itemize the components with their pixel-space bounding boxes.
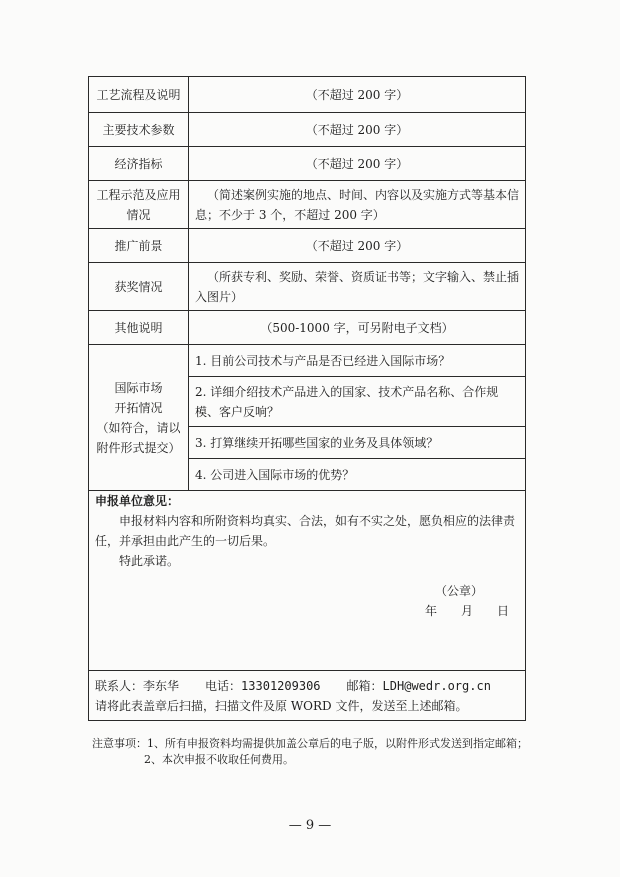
row-label: 推广前景 — [89, 229, 189, 263]
table-row — [89, 113, 526, 147]
row-value: （所获专利、奖励、荣誉、资质证书等；文字输入、禁止插入图片） — [189, 263, 526, 311]
row-value: （简述案例实施的地点、时间、内容以及实施方式等基本信息；不少于 3 个，不超过 200 字） — [189, 181, 526, 229]
page-number: — 9 — — [288, 818, 332, 833]
row-label: 经济指标 — [89, 147, 189, 181]
table-row — [89, 263, 526, 311]
row-label: 工艺流程及说明 — [89, 77, 189, 113]
contact-section — [89, 671, 526, 721]
official-seal-label: （公章） — [434, 584, 483, 598]
email-address: LDH@wedr.org.cn — [382, 678, 491, 693]
declaration-row — [89, 491, 526, 671]
market-question: 2. 详细介绍技术产品进入的国家、技术产品名称、合作规模、客户反响？ — [189, 377, 526, 427]
phone-number: 13301209306 — [241, 678, 321, 693]
row-value: （不超过 200 字） — [189, 147, 526, 181]
declaration-title: 申报单位意见： — [95, 494, 180, 508]
row-value: （不超过 200 字） — [189, 113, 526, 147]
contact-instruction: 请将此表盖章后扫描，扫描文件及原 WORD 文件，发送至上述邮箱。 — [95, 698, 468, 713]
row-value: （不超过 200 字） — [189, 77, 526, 113]
intl-market-label-line2: 开拓情况 — [114, 400, 163, 415]
declaration-promise: 特此承诺。 — [119, 554, 180, 568]
contact-person-label: 联系人： — [95, 678, 144, 693]
table-row — [89, 77, 526, 113]
contact-person: 李东华 — [143, 678, 180, 693]
email-label: 邮箱： — [346, 678, 383, 693]
market-question: 1. 目前公司技术与产品是否已经进入国际市场？ — [189, 345, 526, 377]
table-row — [89, 229, 526, 263]
table-row — [89, 311, 526, 345]
declaration-body: 申报材料内容和所附资料均真实、合法，如有不实之处，愿负相应的法律责任，并承担由此产生的一切后果。 — [95, 514, 516, 548]
row-value: （500-1000 字，可另附电子文档） — [189, 311, 526, 345]
notes-section — [92, 736, 528, 768]
row-label: 获奖情况 — [89, 263, 189, 311]
table-row — [89, 181, 526, 229]
intl-market-label — [89, 345, 189, 491]
date-line: 年 月 日 — [424, 604, 509, 618]
contact-row — [89, 671, 526, 721]
intl-market-label-note: （如符合，请以附件形式提交） — [96, 420, 181, 455]
market-question: 3. 打算继续开拓哪些国家的业务及具体领域？ — [189, 427, 526, 459]
table-row — [89, 147, 526, 181]
note-line-2: 2、本次申报不收取任何费用。 — [144, 753, 294, 766]
row-label: 工程示范及应用情况 — [89, 181, 189, 229]
phone-label: 电话： — [205, 678, 242, 693]
row-label: 主要技术参数 — [89, 113, 189, 147]
declaration-section — [89, 491, 526, 671]
contact-info-line — [95, 676, 519, 696]
intl-market-label-line1: 国际市场 — [114, 380, 163, 395]
row-label: 其他说明 — [89, 311, 189, 345]
row-value: （不超过 200 字） — [189, 229, 526, 263]
application-form-table — [88, 76, 526, 721]
table-row — [89, 345, 526, 377]
market-question: 4. 公司进入国际市场的优势？ — [189, 459, 526, 491]
note-line-1: 注意事项：1、所有申报资料均需提供加盖公章后的电子版，以附件形式发送到指定邮箱； — [92, 737, 528, 750]
